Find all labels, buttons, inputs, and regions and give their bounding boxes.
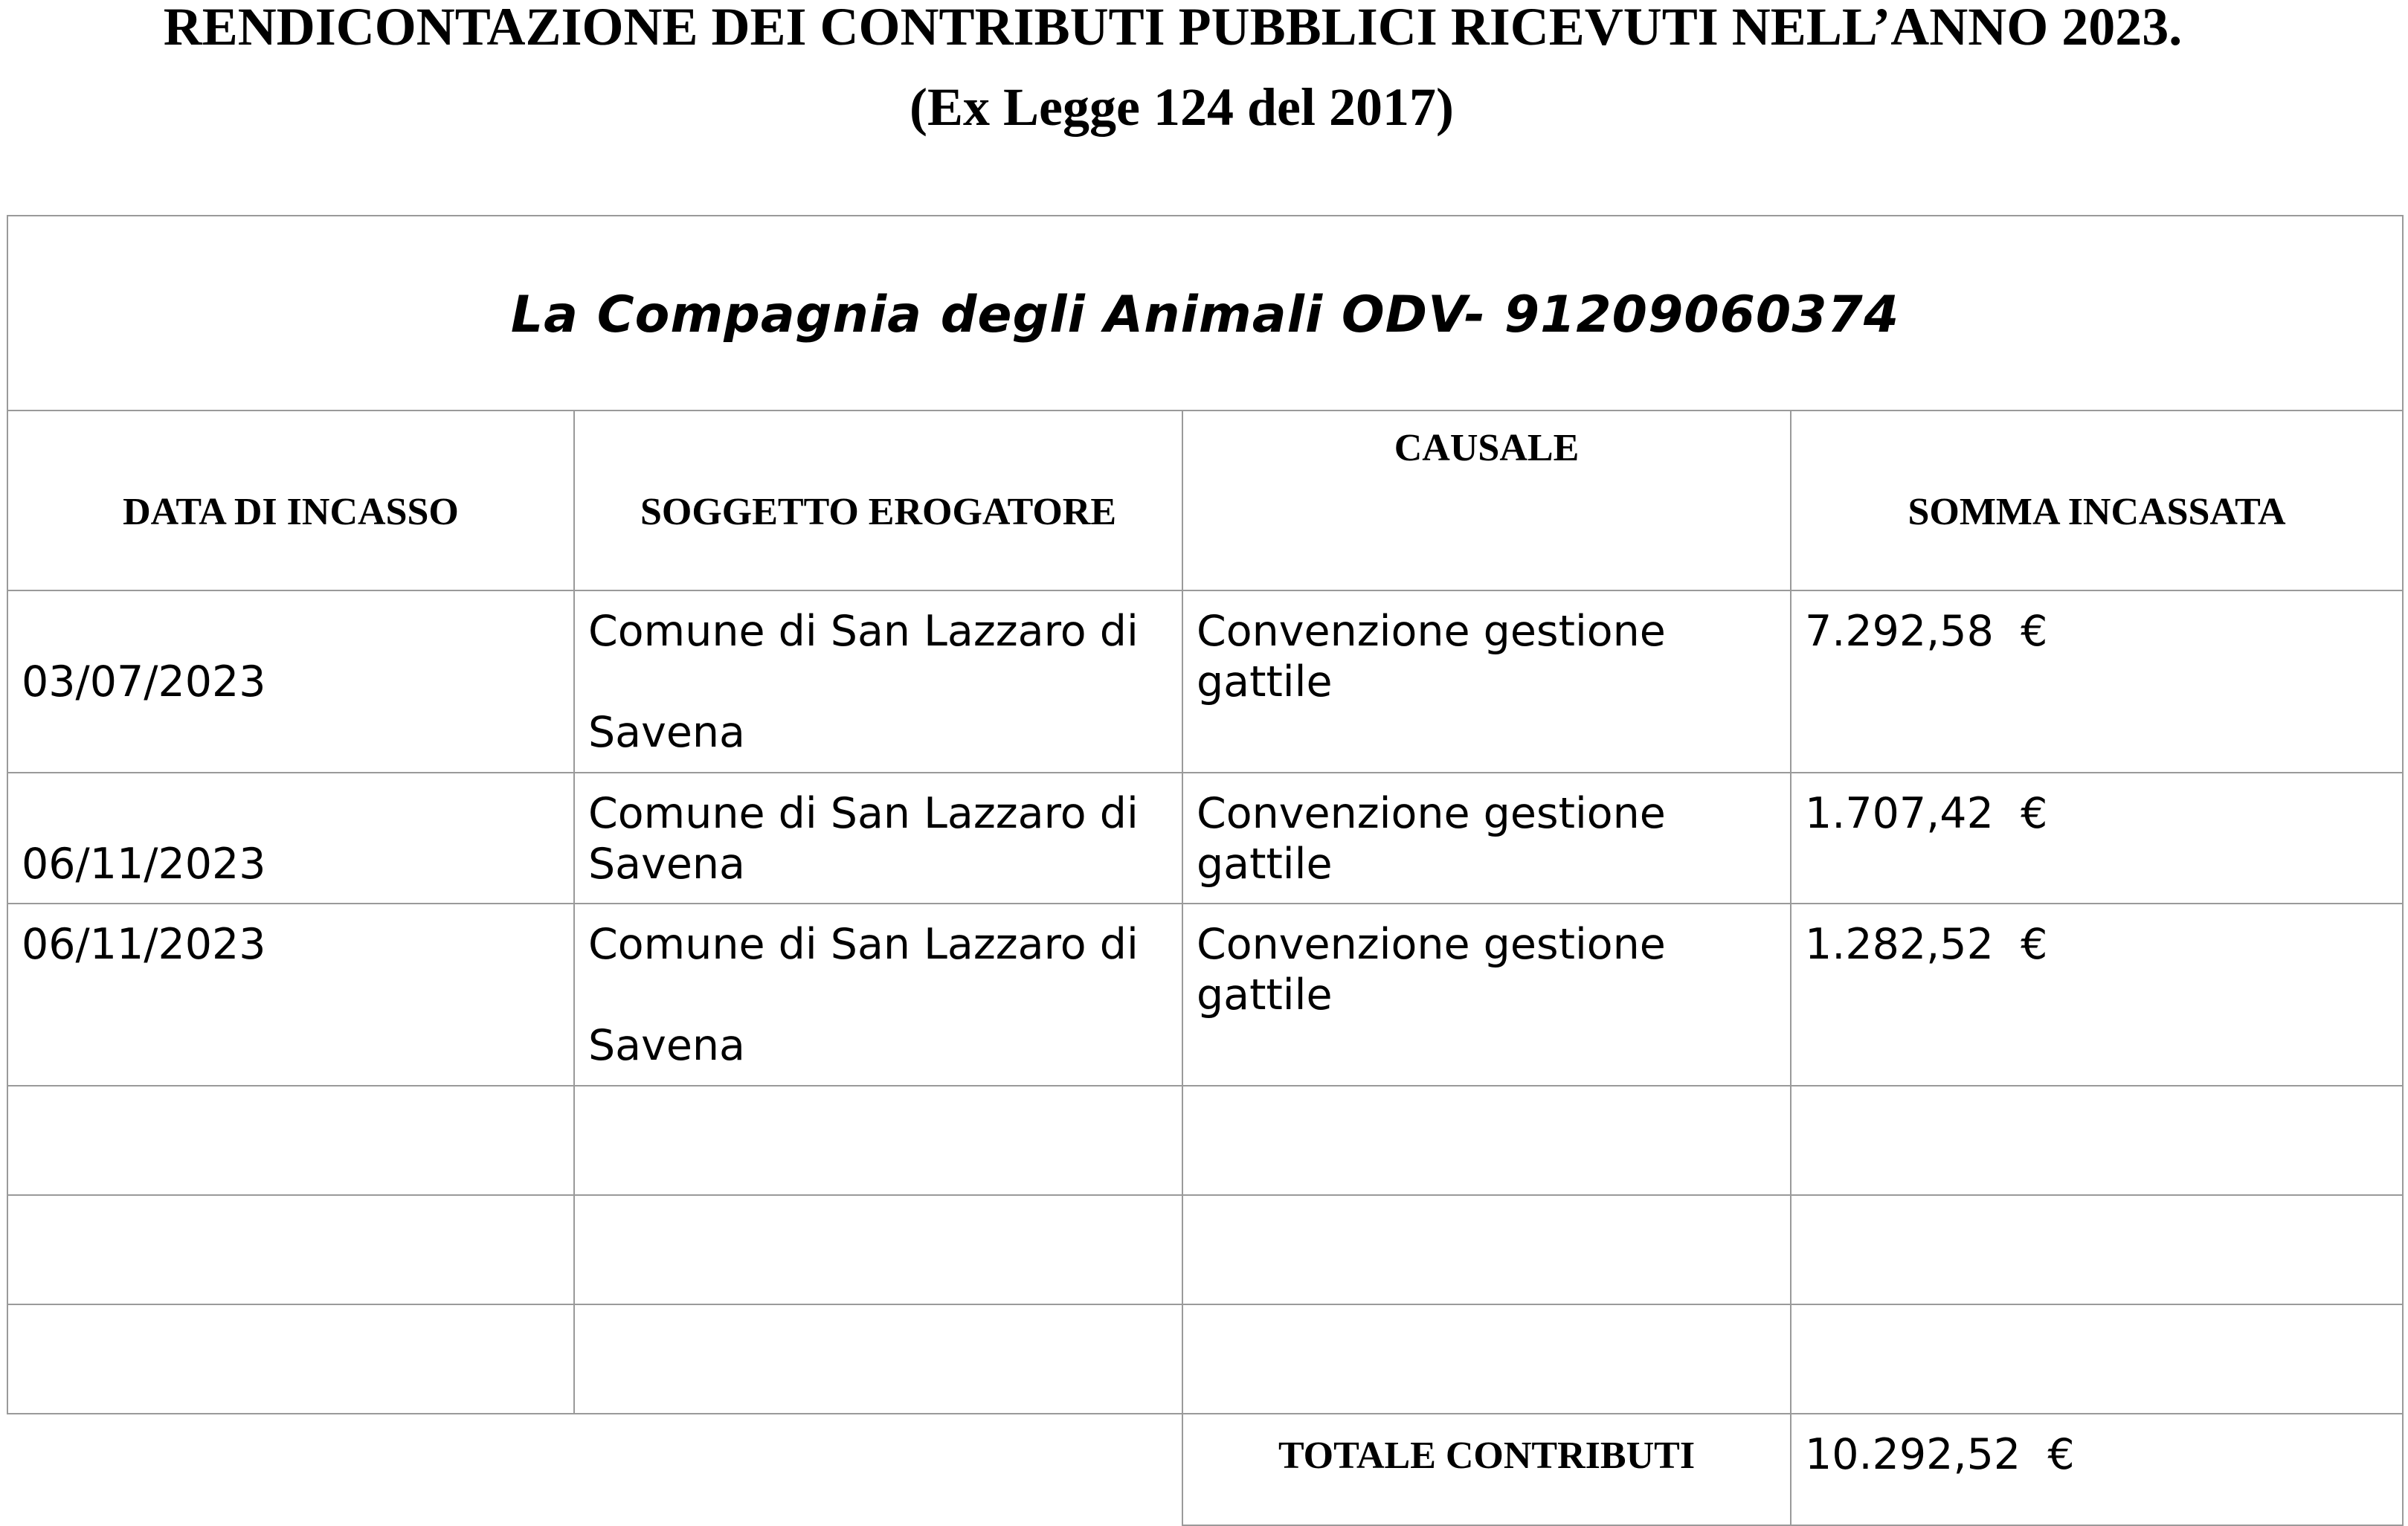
- total-spacer: [7, 1414, 1182, 1525]
- row-reason: Convenzione gestione gattile: [1182, 773, 1791, 904]
- total-row: [7, 1414, 2403, 1525]
- row-date: 06/11/2023: [7, 904, 574, 1086]
- row-date: 03/07/2023: [7, 590, 574, 773]
- header-reason: CAUSALE: [1182, 411, 1791, 590]
- table-row: [7, 773, 2403, 904]
- row-date: 06/11/2023: [7, 773, 574, 904]
- empty-cell: [1182, 1086, 1791, 1195]
- row-reason: Convenzione gestione gattile: [1182, 590, 1791, 773]
- total-label: TOTALE CONTRIBUTI: [1182, 1414, 1791, 1525]
- empty-cell: [7, 1086, 574, 1195]
- row-amount: 7.292,58 €: [1791, 590, 2403, 773]
- table-row: [7, 590, 2403, 773]
- empty-cell: [7, 1195, 574, 1304]
- empty-cell: [1791, 1195, 2403, 1304]
- empty-cell: [1791, 1086, 2403, 1195]
- empty-cell: [1182, 1304, 1791, 1414]
- row-reason: Convenzione gestione gattile: [1182, 904, 1791, 1086]
- row-subject: Comune di San Lazzaro di Savena: [574, 904, 1182, 1086]
- empty-cell: [1791, 1304, 2403, 1414]
- header-amount: SOMMA INCASSATA: [1791, 411, 2403, 590]
- organization-name: La Compagnia degli Animali ODV- 91209060374: [510, 285, 1900, 344]
- empty-cell: [1182, 1195, 1791, 1304]
- empty-row: [7, 1195, 2403, 1304]
- organization-cell: [7, 216, 2403, 411]
- table-row: [7, 904, 2403, 1086]
- header-row: [7, 411, 2403, 590]
- header-date: DATA DI INCASSO: [7, 411, 574, 590]
- empty-cell: [574, 1304, 1182, 1414]
- total-amount: 10.292,52 €: [1791, 1414, 2403, 1525]
- empty-cell: [7, 1304, 574, 1414]
- header-subject: SOGGETTO EROGATORE: [574, 411, 1182, 590]
- row-subject: Comune di San Lazzaro di Savena: [574, 773, 1182, 904]
- empty-row: [7, 1304, 2403, 1414]
- empty-row: [7, 1086, 2403, 1195]
- row-amount: 1.282,52 €: [1791, 904, 2403, 1086]
- contributions-table: [7, 215, 2404, 1526]
- organization-row: [7, 216, 2403, 411]
- row-amount: 1.707,42 €: [1791, 773, 2403, 904]
- document-subtitle: (Ex Legge 124 del 2017): [910, 77, 1454, 137]
- empty-cell: [574, 1195, 1182, 1304]
- empty-cell: [574, 1086, 1182, 1195]
- row-subject: Comune di San Lazzaro di Savena: [574, 590, 1182, 773]
- document-title: RENDICONTAZIONE DEI CONTRIBUTI PUBBLICI RICEVUTI NELL’ANNO 2023.: [163, 0, 2183, 57]
